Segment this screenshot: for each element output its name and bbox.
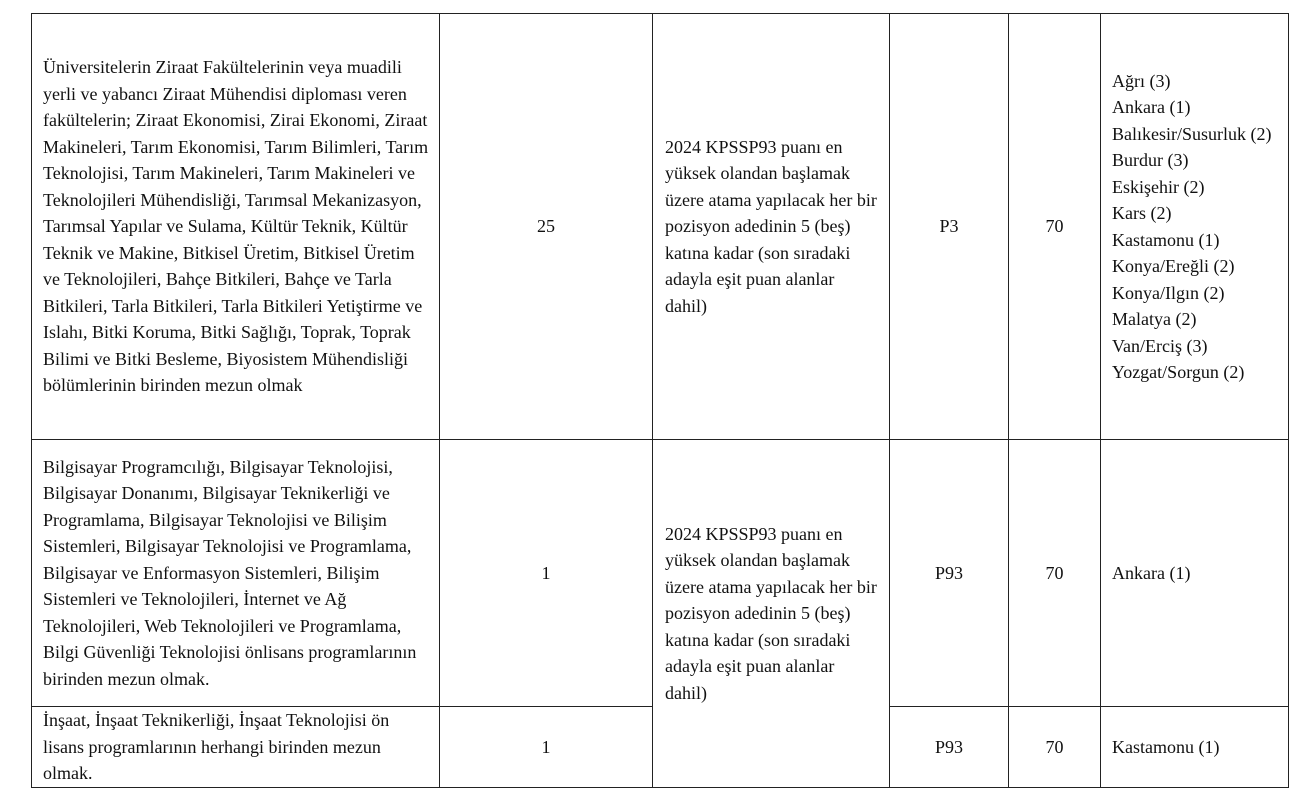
location-item: Kars (2) xyxy=(1112,203,1172,223)
score-type-cell: P3 xyxy=(890,14,1009,440)
min-score-cell: 70 xyxy=(1009,440,1101,707)
location-item: Burdur (3) xyxy=(1112,150,1189,170)
location-item: Eskişehir (2) xyxy=(1112,176,1205,197)
score-type-cell: P93 xyxy=(890,707,1009,788)
position-count-cell: 1 xyxy=(440,707,653,788)
position-count-cell: 1 xyxy=(440,440,653,707)
location-item: Van/Erciş (3) xyxy=(1112,335,1208,356)
location-item: Konya/Ilgın (2) xyxy=(1112,282,1225,303)
requirement-cell: Üniversitelerin Ziraat Fakültelerinin veya muadili yerli ve yabancı Ziraat Mühendisi diploması veren fakültelerin; Ziraat Ekonomisi, Zirai Ekonomi, Ziraat Makineleri, Tarım Ekonomisi, Tarım Bilimleri, Tarım Teknolojisi, Tarım Makineleri, Tarım Makineleri ve Teknolojileri Mühendisliği, Tarımsal Mekanizasyon, Tarımsal Yapılar ve Sulama, Kültür Teknik, Kültür Teknik ve Makine, Bitkisel Üretim, Bitkisel Üretim ve Teknolojileri, Bahçe Bitkileri, Bahçe ve Tarla Bitkileri, Tarla Bitkileri, Tarla Bitkileri Yetiştirme ve Islahı, Bitki Koruma, Bitki Sağlığı, Toprak, Toprak Bilimi ve Bitki Besleme, Biyosistem Mühendisliği bölümlerinin birinden mezun olmak xyxy=(32,14,440,440)
requirement-cell: Bilgisayar Programcılığı, Bilgisayar Teknolojisi, Bilgisayar Donanımı, Bilgisayar Teknikerliği ve Programlama, Bilgisayar Teknolojisi ve Bilişim Sistemleri, Bilgisayar Teknolojisi ve Programlama, Bilgisayar ve Enformasyon Sistemleri, Bilişim Sistemleri ve Teknolojileri, İnternet ve Ağ Teknolojileri, Web Teknolojileri ve Programlama, Bilgi Güvenliği Teknolojisi önlisans programlarının birinden mezun olmak. xyxy=(32,440,440,707)
location-item: Kastamonu (1) xyxy=(1112,229,1220,250)
selection-criteria-cell: 2024 KPSSP93 puanı en yüksek olandan başlamak üzere atama yapılacak her bir pozisyon adedinin 5 (beş) katına kadar (son sıradaki adayla eşit puan alanlar dahil) xyxy=(653,14,890,440)
location-item: Ağrı (3) xyxy=(1112,70,1171,91)
positions-table xyxy=(31,13,1289,788)
location-item: Ankara (1) xyxy=(1112,97,1191,117)
table-row xyxy=(32,14,1289,440)
location-item: Balıkesir/Susurluk (2) xyxy=(1112,123,1272,144)
requirement-cell: İnşaat, İnşaat Teknikerliği, İnşaat Teknolojisi ön lisans programlarının herhangi birinden mezun olmak. xyxy=(32,707,440,788)
location-item: Ankara (1) xyxy=(1112,562,1191,583)
position-count-cell: 25 xyxy=(440,14,653,440)
min-score-cell: 70 xyxy=(1009,14,1101,440)
location-item: Yozgat/Sorgun (2) xyxy=(1112,362,1245,382)
locations-cell xyxy=(1101,14,1289,440)
selection-criteria-cell: 2024 KPSSP93 puanı en yüksek olandan başlamak üzere atama yapılacak her bir pozisyon adedinin 5 (beş) katına kadar (son sıradaki adayla eşit puan alanlar dahil) xyxy=(653,440,890,788)
location-item: Kastamonu (1) xyxy=(1112,736,1220,757)
location-item: Konya/Ereğli (2) xyxy=(1112,256,1235,276)
min-score-cell: 70 xyxy=(1009,707,1101,788)
score-type-cell: P93 xyxy=(890,440,1009,707)
locations-cell xyxy=(1101,707,1289,788)
location-item: Malatya (2) xyxy=(1112,309,1197,329)
table-row xyxy=(32,440,1289,707)
locations-cell xyxy=(1101,440,1289,707)
